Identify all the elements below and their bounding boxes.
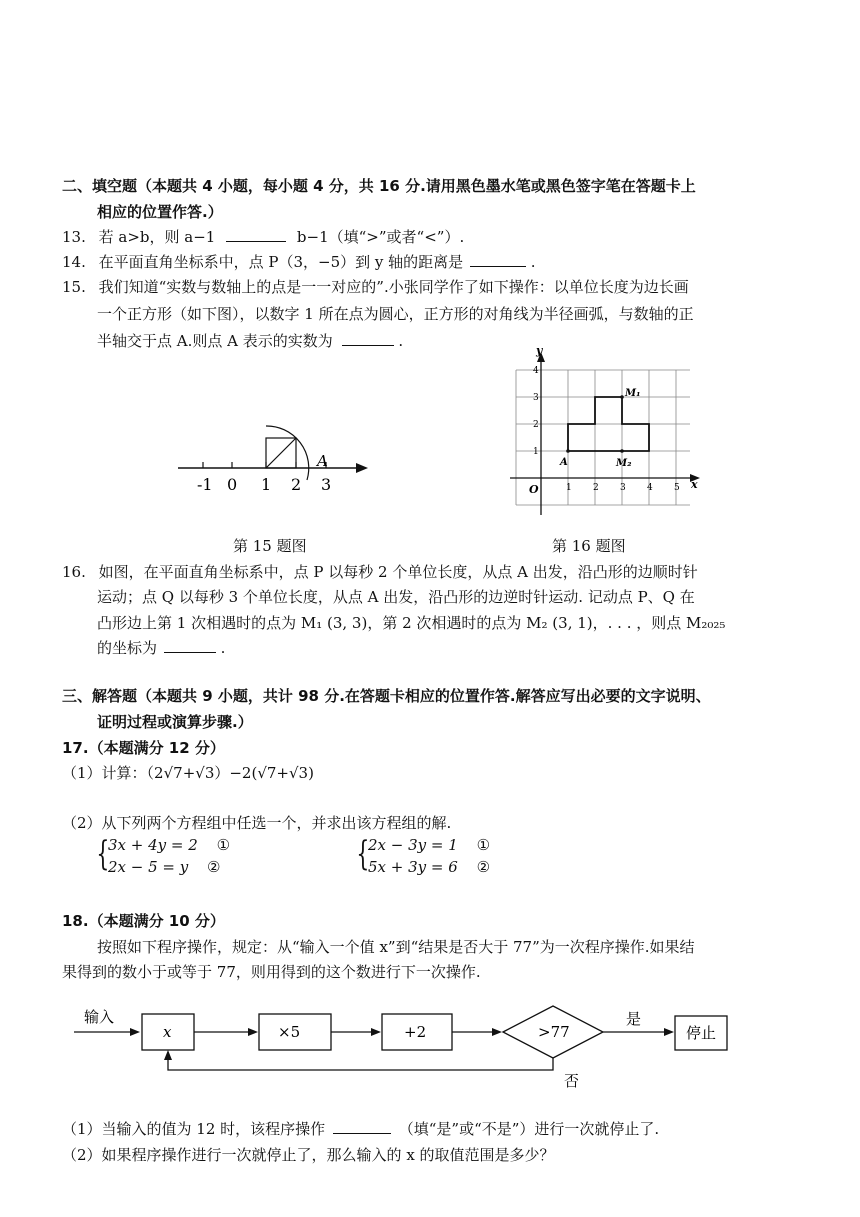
q14-text-b: .	[530, 253, 536, 271]
answer-blank[interactable]	[342, 331, 394, 346]
flow-cond-text: >77	[538, 1023, 570, 1041]
q15-line1: 我们知道“实数与数轴上的点是一一对应的”.小张同学作了如下操作：以单位长度为边长画	[98, 278, 689, 296]
square-diagonal	[266, 438, 296, 468]
q18-part1a: （1）当输入的值为 12 时，该程序操作	[62, 1120, 326, 1138]
q15-line3	[97, 330, 403, 352]
question-14	[62, 251, 536, 273]
origin-label: O	[529, 483, 539, 496]
y-tick-label: 4	[533, 366, 539, 376]
flow-plus2-text: +2	[404, 1023, 427, 1041]
x-tick-label: 4	[647, 483, 653, 493]
mark-1: ①	[476, 836, 491, 854]
figure-15-caption: 第 15 题图	[233, 537, 307, 555]
flow-yes-label: 是	[626, 1010, 642, 1028]
flow-loop-back	[168, 1058, 553, 1070]
brace: {	[96, 834, 110, 874]
q17-part1: （1）计算：（2√7+√3）−2(√7+√3)	[62, 764, 314, 782]
answer-blank[interactable]	[226, 227, 286, 242]
mark-2: ②	[207, 858, 221, 876]
flow-x-text: x	[163, 1023, 172, 1041]
y-tick-label: 1	[533, 447, 539, 457]
q15-line3b: .	[398, 332, 404, 350]
x-tick-label: 2	[593, 483, 599, 493]
program-flowchart	[70, 1000, 770, 1100]
equation-b1: 2x − 3y = 1 ①	[368, 836, 491, 854]
arrow-up-icon	[164, 1050, 172, 1060]
question-15-line1	[62, 276, 689, 298]
tick-label: 3	[321, 475, 332, 494]
q13-text-b: b−1（填“>”或者“<”）.	[296, 228, 465, 246]
arrow-right-icon	[356, 463, 368, 473]
point-m1-label: M₁	[625, 388, 641, 399]
figure-16-coordinate-grid	[500, 340, 710, 525]
y-tick-label: 2	[533, 420, 539, 430]
q18-line1: 按照如下程序操作，规定：从“输入一个值 x”到“结果是否大于 77”为一次程序操作.如果结	[97, 938, 695, 956]
mark-2: ②	[476, 858, 491, 876]
flow-stop-text: 停止	[686, 1024, 717, 1042]
q13-text-a: 若 a>b，则 a−1	[98, 228, 216, 246]
mark-1: ①	[216, 836, 231, 854]
question-16-line1	[62, 561, 698, 583]
y-tick-label: 3	[533, 393, 539, 403]
flow-input-label: 输入	[84, 1008, 115, 1026]
flow-times5-text: ×5	[278, 1023, 301, 1041]
arc	[266, 426, 309, 480]
x-tick-label: 3	[620, 483, 626, 493]
point-a-label: A	[560, 457, 568, 468]
arrow-right-icon	[664, 1028, 674, 1036]
q16-line2: 运动；点 Q 以每秒 3 个单位长度，从点 A 出发，沿凸形的边逆时针运动. 记动点 P、Q 在	[97, 588, 695, 606]
answer-blank[interactable]	[470, 252, 526, 267]
q16-line4	[97, 637, 225, 659]
q17-part2: （2）从下列两个方程组中任选一个，并求出该方程组的解.	[62, 814, 452, 832]
brace: {	[356, 834, 370, 874]
q16-line4a: 的坐标为	[97, 639, 158, 657]
q15-line2: 一个正方形（如下图），以数字 1 所在点为圆心，正方形的对角线为半径画弧，与数轴的正	[97, 305, 694, 323]
question-number: 14.	[62, 253, 86, 271]
arrow-right-icon	[248, 1028, 258, 1036]
arrow-right-icon	[492, 1028, 502, 1036]
question-number: 15.	[62, 278, 86, 296]
arrow-right-icon	[371, 1028, 381, 1036]
q15-line3a: 半轴交于点 A.则点 A 表示的实数为	[97, 332, 333, 350]
answer-blank[interactable]	[333, 1119, 391, 1134]
tick-label: 1	[261, 475, 272, 494]
q16-line4b: .	[220, 639, 226, 657]
arrow-right-icon	[130, 1028, 140, 1036]
point-m2-label: M₂	[616, 458, 632, 469]
section2-header-line1: 二、填空题（本题共 4 小题，每小题 4 分，共 16 分.请用黑色墨水笔或黑色签字笔在答题卡上	[62, 177, 696, 195]
q18-part1	[62, 1118, 659, 1140]
q16-line3: 凸形边上第 1 次相遇时的点为 M₁ (3, 3)，第 2 次相遇时的点为 M₂ (3, 1)，. . . ，则点 M₂₀₂₅	[97, 614, 726, 632]
section3-header-line2: 证明过程或演算步骤.）	[97, 713, 253, 731]
q18-part2: （2）如果程序操作进行一次就停止了，那么输入的 x 的取值范围是多少？	[62, 1146, 555, 1164]
answer-blank[interactable]	[164, 638, 216, 653]
section2-header-line2: 相应的位置作答.）	[97, 203, 223, 221]
question-number: 16.	[62, 563, 86, 581]
q17-title: 17.（本题满分 12 分）	[62, 739, 225, 757]
y-axis-label: y	[536, 344, 543, 357]
point-a-label: A	[317, 452, 328, 470]
tick-label: 2	[291, 475, 302, 494]
q14-text-a: 在平面直角坐标系中，点 P（3，−5）到 y 轴的距离是	[98, 253, 464, 271]
tick-label: -1	[197, 475, 213, 494]
figure-16-caption: 第 16 题图	[552, 537, 626, 555]
section3-header-line1: 三、解答题（本题共 9 小题，共计 98 分.在答题卡相应的位置作答.解答应写出必要的文字说明、	[62, 687, 711, 705]
figure-15-number-line	[170, 410, 380, 500]
q18-title: 18.（本题满分 10 分）	[62, 912, 225, 930]
q18-line2: 果得到的数小于或等于 77，则用得到的这个数进行下一次操作.	[62, 963, 481, 981]
x-axis-label: x	[691, 478, 698, 491]
equation-a1: 3x + 4y = 2 ①	[108, 836, 231, 854]
x-tick-label: 5	[674, 483, 680, 493]
tick-marks	[203, 462, 326, 468]
flow-no-label: 否	[564, 1072, 580, 1090]
q16-line1: 如图，在平面直角坐标系中，点 P 以每秒 2 个单位长度，从点 A 出发，沿凸形的边顺时针	[98, 563, 698, 581]
equation-b2: 5x + 3y = 6 ②	[368, 858, 491, 876]
tick-label: 0	[227, 475, 238, 494]
equation-a2: 2x − 5 = y ②	[108, 858, 221, 876]
q18-part1b: （填“是”或“不是”）进行一次就停止了.	[398, 1120, 660, 1138]
x-tick-label: 1	[566, 483, 572, 493]
grid-lines	[516, 370, 690, 505]
question-13	[62, 226, 464, 248]
question-number: 13.	[62, 228, 86, 246]
